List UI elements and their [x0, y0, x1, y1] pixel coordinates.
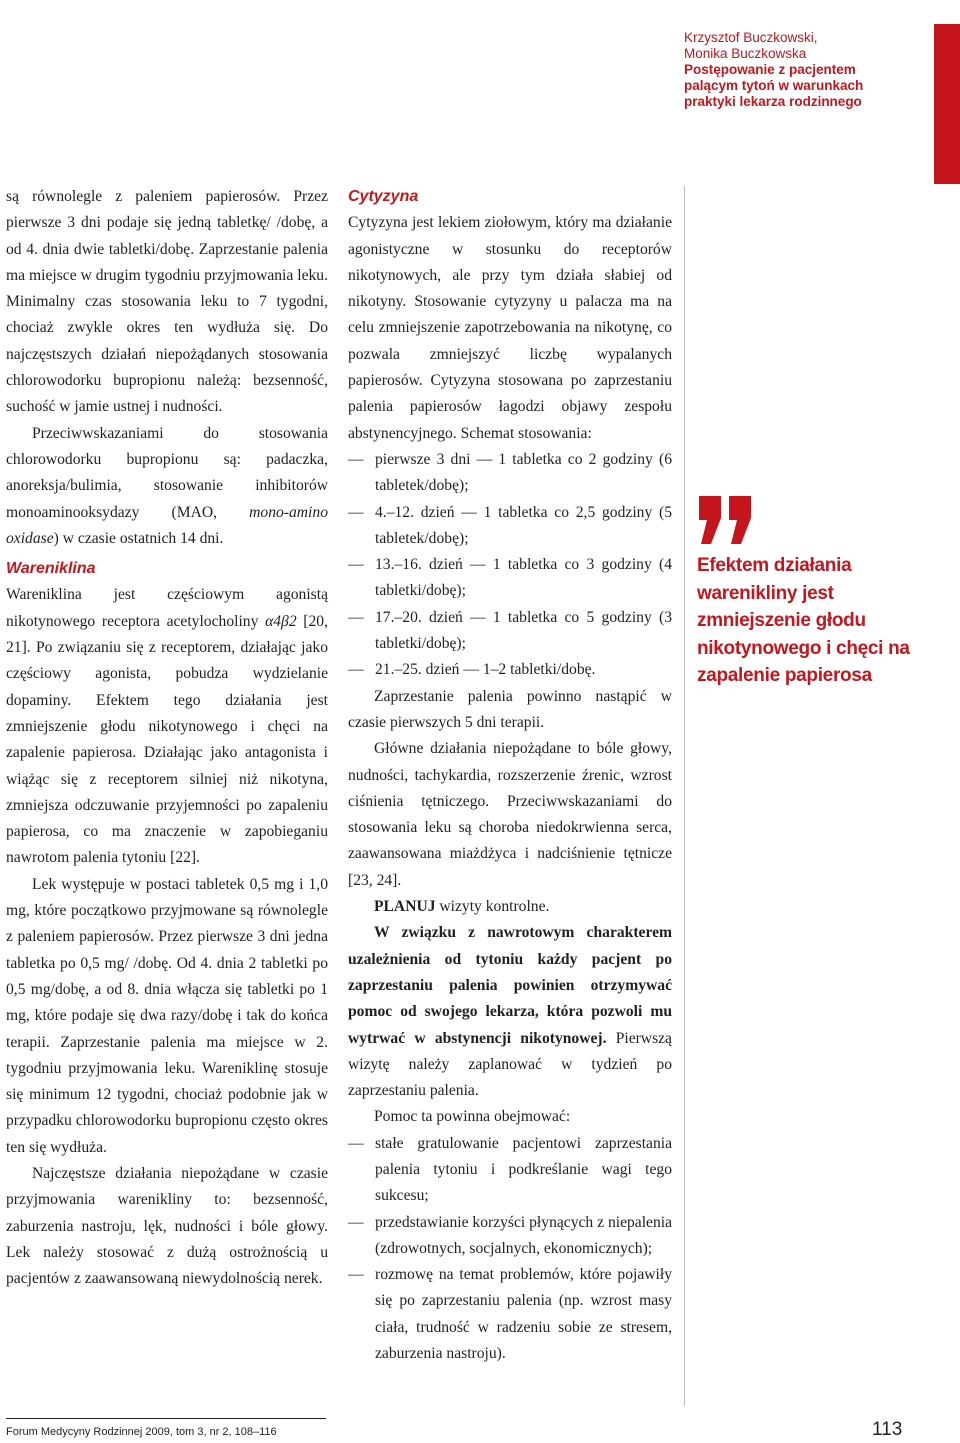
mid-paragraph-5 [348, 920, 672, 1104]
help-item-text: rozmowę na temat problemów, które pojawiły się po zaprzestaniu palenia (np. wzrost masy ciała, trudność w radzeniu sobie ze stresem, zaburzenia nastroju). [375, 1266, 672, 1363]
mid-paragraph-6: Pomoc ta powinna obejmować: [374, 1108, 571, 1126]
list-item [348, 1262, 672, 1367]
mid-p5-end: Pierwszą wizytę należy zaplanować w tydzień po zaprzestaniu palenia. [348, 1029, 672, 1100]
dash-mark: — [348, 1213, 364, 1231]
mid-p4-end: wizyty kontrolne. [435, 898, 550, 916]
header-title-2: palącym tytoń w warunkach [684, 78, 864, 93]
left-p3-greek: α4β2 [265, 612, 297, 630]
schedule-item-text: 13.–16. dzień — 1 tabletka co 3 godziny (4 tabletki/dobę); [375, 556, 672, 600]
left-paragraph-5: Najczęstsze działania niepożądane w czasie przyjmowania warenikliny to: bezsenność, zaburzenia nastroju, lęk, nudności i bóle głowy. Lek należy stosować z dużą ostrożnością u pacjentów z zaawansowaną niewydolnością nerek. [6, 1164, 328, 1288]
header-authors-2: Monika Buczkowska [684, 46, 807, 61]
left-p3-start: Wareniklina jest częściowym agonistą nikotynowego receptora acetylocholiny [6, 586, 328, 630]
left-paragraph-2 [6, 421, 328, 552]
left-p3-end: [20, 21]. Po związaniu się z receptorem, działając jako częściowy agonista, pobudza wydzielanie dopaminy. Efektem tego działania jest zmniejszenie głodu nikotynowego i chęci na zapalenie papierosa. Działając jako antagonista i wiążąc się z receptorem silniej niż nikotyna, zmniejsza odczuwanie przyjemności po zapaleniu papierosa, co ma znaczenie w zapobieganiu nawrotom palenia tytoniu [22]. [6, 612, 328, 867]
header-title-3: praktyki lekarza rodzinnego [684, 94, 862, 109]
mid-paragraph-2: Zaprzestanie palenia powinno nastąpić w czasie pierwszych 5 dni terapii. [348, 687, 672, 731]
pull-quote: Efektem działania warenikliny jest zmniejszenie głodu nikotynowego i chęci na zapalenie papierosa [697, 555, 910, 686]
list-item [348, 447, 672, 500]
planuj-bold: PLANUJ [374, 898, 436, 916]
schedule-item-text: 4.–12. dzień — 1 tabletka co 2,5 godziny (5 tabletek/dobę); [375, 503, 672, 547]
left-p2-end: ) w czasie ostatnich 14 dni. [53, 529, 224, 547]
schedule-list [348, 447, 672, 684]
header-title-1: Postępowanie z pacjentem [684, 62, 856, 77]
footer-citation: Forum Medycyny Rodzinnej 2009, tom 3, nr 2, 108–116 [6, 1426, 277, 1438]
dash-mark: — [348, 450, 364, 468]
help-item-text: stałe gratulowanie pacjentowi zaprzestania palenia tytoniu i podkreślanie wagi tego sukcesu; [375, 1134, 672, 1205]
footer-rule [6, 1418, 326, 1419]
running-header [684, 30, 924, 110]
list-item [348, 1210, 672, 1263]
section-title-cytyzyna: Cytyzyna [348, 188, 419, 205]
left-paragraph-1: są równolegle z paleniem papierosów. Przez pierwsze 3 dni podaje się jedną tabletkę/ /dobę, a od 4. dnia dwie tabletki/dobę. Zaprzestanie palenia ma miejsce w drugim tygodniu przyjmowania leku. Minimalny czas stosowania leku to 7 tygodni, chociaż zwykle okres ten wydłuża się. Do najczęstszych działań niepożądanych stosowania chlorowodorku bupropionu należą: bezsenność, suchość w jamie ustnej i nudności. [6, 188, 328, 416]
dash-mark: — [348, 1134, 364, 1152]
dash-mark: — [348, 503, 364, 521]
mid-paragraph-4 [348, 894, 672, 920]
schedule-item-text: 21.–25. dzień — 1–2 tabletki/dobę. [375, 661, 596, 679]
page-number: 113 [872, 1419, 903, 1440]
left-paragraph-3 [6, 582, 328, 871]
help-item-text: przedstawianie korzyści płynących z niepalenia (zdrowotnych, socjalnych, ekonomicznych); [375, 1213, 673, 1257]
quote-mark-icon [697, 496, 757, 544]
schedule-item-text: 17.–20. dzień — 1 tabletka co 5 godziny (3 tabletki/dobę); [375, 608, 672, 653]
list-item [348, 605, 672, 658]
header-accent-bar [934, 24, 960, 184]
dash-mark: — [348, 1266, 364, 1284]
left-p2-start: Przeciwwskazaniami do stosowania chlorowodorku bupropionu są: padaczka, anoreksja/bulimia, stosowanie inhibitorów monoaminooksydazy (MAO, [6, 424, 328, 521]
header-authors-1: Krzysztof Buczkowski, [684, 30, 818, 45]
middle-column [348, 184, 672, 1367]
left-p2-italic: mono-amino oxidase [6, 503, 328, 547]
list-item [348, 657, 672, 683]
mid-paragraph-1: Cytyzyna jest lekiem ziołowym, który ma działanie agonistyczne w stosunku do receptorów nikotynowych, ale przy tym działa słabiej od nikotyny. Stosowanie cytyzyny u palacza ma na celu zmniejszenie zapotrzebowania na nikotynę, co pozwala zmniejszyć liczbę wypalanych papierosów. Cytyzyna stosowana po zaprzestaniu palenia papierosów łagodzi objawy zespołu abstynencyjnego. Schemat stosowania: [348, 214, 672, 442]
schedule-item-text: pierwsze 3 dni — 1 tabletka co 2 godziny (6 tabletek/dobę); [375, 450, 672, 495]
mid-p5-bold: W związku z nawrotowym charakterem uzależnienia od tytoniu każdy pacjent po zaprzestaniu palenia powinien otrzymywać pomoc od swojego lekarza, która pozwoli mu wytrwać w abstynencji nikotynowej. [348, 924, 672, 1047]
help-list [348, 1131, 672, 1368]
dash-mark: — [348, 661, 364, 679]
section-title-wareniklina: Wareniklina [6, 560, 96, 578]
column-divider [684, 186, 685, 1406]
list-item [348, 500, 672, 553]
mid-paragraph-3: Główne działania niepożądane to bóle głowy, nudności, tachykardia, rozszerzenie źrenic, wzrost ciśnienia tętniczego. Przeciwwskazaniami do stosowania leku są choroba niedokrwienna serca, zaawansowana miażdżyca i nadciśnienie tętnicze [23, 24]. [348, 740, 672, 889]
list-item [348, 1131, 672, 1210]
dash-mark: — [348, 608, 364, 626]
left-column [6, 184, 328, 1292]
left-paragraph-4: Lek występuje w postaci tabletek 0,5 mg i 1,0 mg, które początkowo przyjmowane są równolegle z paleniem papierosów. Przez pierwsze 3 dni jedna tabletka po 0,5 mg/ /dobę. Od 4. dnia 2 tabletki po 0,5 mg/dobę, a od 8. dnia włącza się tabletki po 1 mg, które podaje się dwa razy/dobę i tak do końca terapii. Zaprzestanie palenia ma miejsce w 2. tygodniu przyjmowania leku. Wareniklinę stosuje się minimum 12 tygodni, chociaż podobnie jak w przypadku chlorowodorku bupropionu często okres ten się wydłuża. [6, 875, 328, 1156]
dash-mark: — [348, 556, 364, 574]
list-item [348, 552, 672, 605]
